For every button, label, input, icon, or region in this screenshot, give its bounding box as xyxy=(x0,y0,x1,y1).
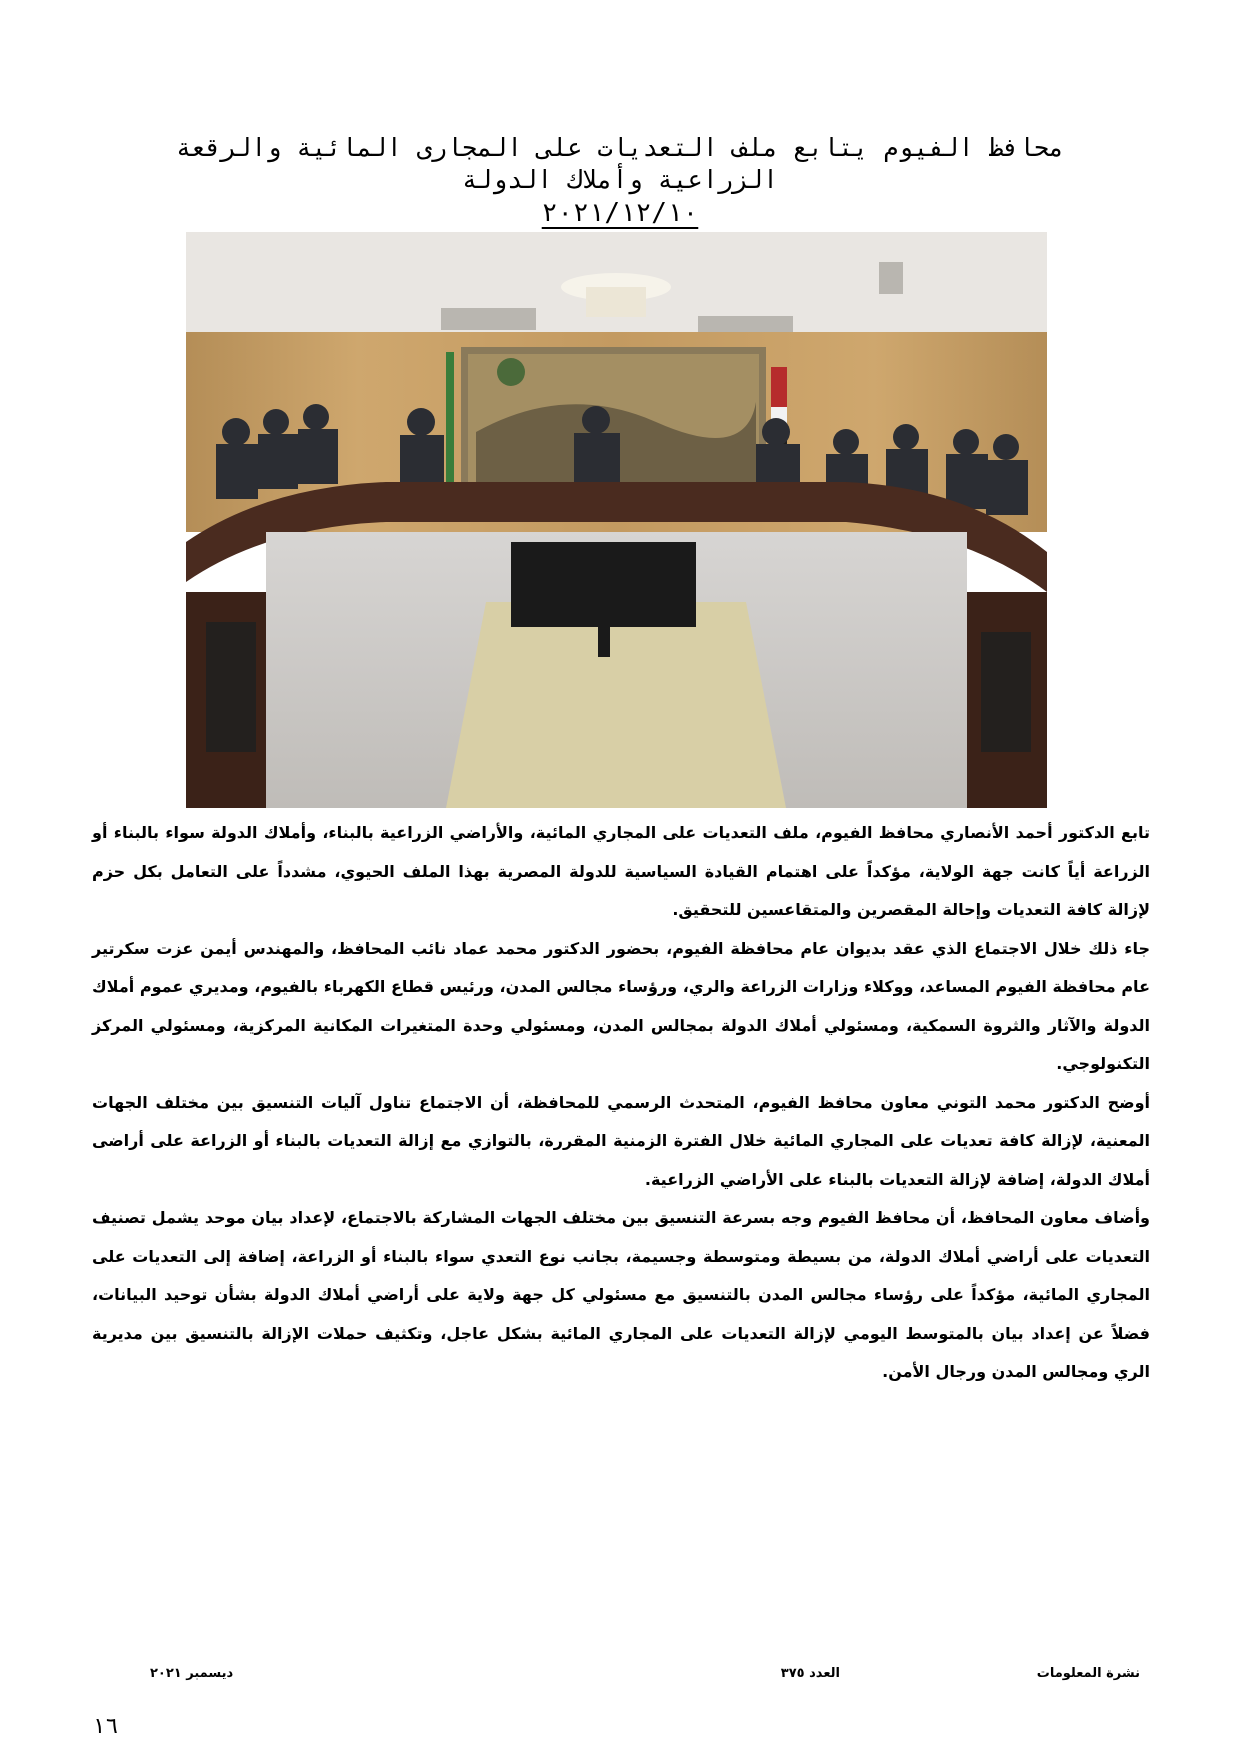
paragraph-3: أوضح الدكتور محمد التوني معاون محافظ الفيوم، المتحدث الرسمي للمحافظة، أن الاجتماع تناول آليات التنسيق بين مختلف الجهات المعنية، لإزالة كافة تعديات على المجاري المائية خلال الفترة الزمنية المقررة، بالتوازي مع إزالة التعديات بالبناء أو الزراعة على أراضى أملاك الدولة، إضافة لإزالة التعديات بالبناء على الأراضي الزراعية. xyxy=(92,1092,1150,1189)
article-date: ٢٠٢١/١٢/١٠ xyxy=(541,198,699,228)
meeting-photo xyxy=(186,232,1047,808)
paragraph-2: جاء ذلك خلال الاجتماع الذي عقد بديوان عام محافظة الفيوم، بحضور الدكتور محمد عماد نائب المحافظ، والمهندس أيمن عزت سكرتير عام محافظة الفيوم المساعد، ووكلاء وزارات الزراعة والري، ورؤساء مجالس المدن، ورئيس قطاع الكهرباء بالفيوم، ومديري عموم أملاك الدولة والآثار والثروة السمكية، ومسئولي أملاك الدولة بمجالس المدن، ومسئولي وحدة المتغيرات المكانية المركزية، ومسئولي المركز التكنولوجي. xyxy=(92,938,1150,1073)
headline-line-2: الزراعية وأملاك الدولة xyxy=(461,165,779,194)
footer-month: ديسمبر ٢٠٢١ xyxy=(150,1666,234,1681)
headline-line-1: محافظ الفيوم يتابع ملف التعديات على المجارى المائية والرقعة xyxy=(175,133,1065,162)
paragraph-4: وأضاف معاون المحافظ، أن محافظ الفيوم وجه بسرعة التنسيق بين مختلف الجهات المشاركة بالاجتماع، لإعداد بيان موحد يشمل تصنيف التعديات على أراضي أملاك الدولة، من بسيطة ومتوسطة وجسيمة، بجانب نوع التعدي سواء بالبناء أو الزراعة، إضافة إلى التعديات على المجاري المائية، مؤكداً على رؤساء مجالس المدن بالتنسيق مع مسئولي كل جهة ولاية على أراضي أملاك الدولة بشأن توحيد البيانات، فضلاً عن إعداد بيان بالمتوسط اليومي لإزالة التعديات على المجاري المائية بشكل عاجل، وتكثيف حملات الإزالة بالتنسيق بين مديرية الري ومجالس المدن ورجال الأمن. xyxy=(92,1208,1150,1381)
paragraph-1: تابع الدكتور أحمد الأنصاري محافظ الفيوم، ملف التعديات على المجاري المائية، والأراضي الزراعية بالبناء، وأملاك الدولة سواء بالبناء أو الزراعة أياً كانت جهة الولاية، مؤكداً على اهتمام القيادة السياسية للدولة المصرية بهذا الملف الحيوي، مشدداً على التعامل بكل حزم لإزالة كافة التعديات وإحالة المقصرين والمتقاعسين للتحقيق. xyxy=(92,823,1150,919)
footer-issue: العدد ٣٧٥ xyxy=(780,1666,840,1681)
page-footer xyxy=(150,1666,1140,1690)
page-number: ١٦ xyxy=(92,1714,119,1739)
meeting-room-photo-icon xyxy=(186,232,1047,808)
article-headline xyxy=(90,132,1150,196)
footer-publication: نشرة المعلومات xyxy=(1036,1666,1140,1681)
article-body xyxy=(92,814,1150,1392)
